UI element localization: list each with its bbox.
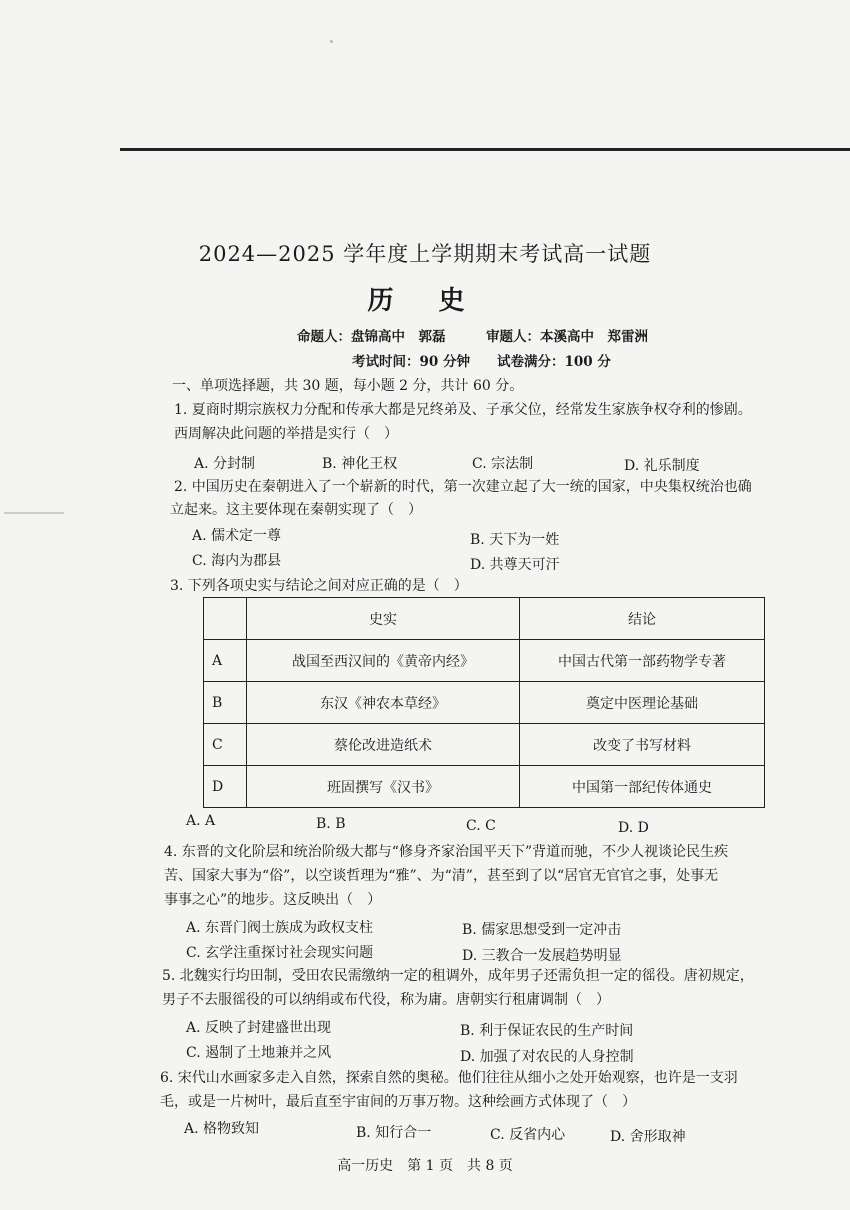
- scan-speck: [330, 40, 333, 43]
- question-1-option-b: B. 神化王权: [322, 456, 398, 472]
- history-table: [203, 597, 765, 808]
- table-cell: B: [204, 682, 247, 724]
- question-1-option-d: D. 礼乐制度: [624, 458, 700, 474]
- question-2-option-b: B. 天下为一姓: [470, 532, 560, 548]
- table-cell: 中国第一部纪传体通史: [520, 766, 765, 808]
- question-4-line-1: 4. 东晋的文化阶层和统治阶级大都与“修身齐家治国平天下”背道而驰，不少人视谈论民生疾: [164, 844, 729, 860]
- question-2-line-2: 立起来。这主要体现在秦朝实现了（ ）: [170, 502, 422, 518]
- table-header-cell: [204, 598, 247, 640]
- question-2-option-a: A. 儒术定一尊: [192, 528, 282, 544]
- question-1-option-c: C. 宗法制: [472, 456, 534, 472]
- table-cell: 东汉《神农本草经》: [247, 682, 520, 724]
- table-cell: 战国至西汉间的《黄帝内经》: [247, 640, 520, 682]
- question-4-line-2: 苦、国家大事为“俗”，以空谈哲理为“雅”、为“清”，甚至到了以“居官无官官之事，处事无: [164, 868, 719, 884]
- question-3-option-d: D. D: [618, 820, 649, 836]
- question-1-option-a: A. 分封制: [194, 456, 256, 472]
- question-5-line-1: 5. 北魏实行均田制，受田农民需缴纳一定的租调外，成年男子还需负担一定的徭役。唐初规定，: [162, 968, 754, 984]
- question-6-line-2: 毛，或是一片树叶，最后直至宇宙间的万事万物。这种绘画方式体现了（ ）: [160, 1094, 636, 1110]
- table-header-cell: 史实: [247, 598, 520, 640]
- section-heading: 一、单项选择题，共 30 题，每小题 2 分，共计 60 分。: [172, 378, 524, 394]
- question-4-option-d: D. 三教合一发展趋势明显: [462, 948, 622, 964]
- table-row: [204, 682, 765, 724]
- question-3-line-1: 3. 下列各项史实与结论之间对应正确的是（ ）: [170, 578, 468, 594]
- table-cell: A: [204, 640, 247, 682]
- question-1-line-2: 西周解决此问题的举措是实行（ ）: [174, 426, 398, 442]
- subject-title: 历 史: [367, 286, 483, 316]
- table-row: [204, 766, 765, 808]
- question-6-option-a: A. 格物致知: [184, 1121, 260, 1137]
- table-cell: C: [204, 724, 247, 766]
- table-cell: 中国古代第一部药物学专著: [520, 640, 765, 682]
- authors-line: 命题人：盘锦高中 郭磊 审题人：本溪高中 郑雷洲: [297, 329, 648, 345]
- question-5-option-b: B. 利于保证农民的生产时间: [460, 1023, 634, 1039]
- exam-info: 考试时间：90 分钟 试卷满分：100 分: [352, 354, 611, 370]
- header-rule: [120, 148, 850, 151]
- question-6-option-c: C. 反省内心: [490, 1127, 566, 1143]
- question-6-option-b: B. 知行合一: [356, 1125, 432, 1141]
- question-4-option-b: B. 儒家思想受到一定冲击: [462, 922, 622, 938]
- table-header-cell: 结论: [520, 598, 765, 640]
- question-3-option-c: C. C: [466, 818, 496, 834]
- table-cell: D: [204, 766, 247, 808]
- question-2-option-c: C. 海内为郡县: [192, 553, 282, 569]
- table-header-row: [204, 598, 765, 640]
- question-5-option-c: C. 遏制了土地兼并之风: [186, 1045, 332, 1061]
- question-2-line-1: 2. 中国历史在秦朝进入了一个崭新的时代，第一次建立起了大一统的国家，中央集权统治也确: [174, 479, 752, 495]
- question-5-option-d: D. 加强了对农民的人身控制: [460, 1049, 634, 1065]
- question-4-line-3: 事事之心”的地步。这反映出（ ）: [164, 892, 382, 908]
- question-6-line-1: 6. 宋代山水画家多走入自然，探索自然的奥秘。他们往往从细小之处开始观察，也许是一支羽: [160, 1070, 738, 1086]
- table-cell: 奠定中医理论基础: [520, 682, 765, 724]
- question-5-option-a: A. 反映了封建盛世出现: [186, 1020, 332, 1036]
- table-cell: 蔡伦改进造纸术: [247, 724, 520, 766]
- question-4-option-c: C. 玄学注重探讨社会现实问题: [186, 945, 374, 961]
- question-2-option-d: D. 共尊天可汗: [470, 557, 560, 573]
- table-row: [204, 724, 765, 766]
- question-6-option-d: D. 舍形取神: [610, 1129, 686, 1145]
- scan-speck: [4, 512, 64, 514]
- question-1-line-1: 1. 夏商时期宗族权力分配和传承大都是兄终弟及、子承父位，经常发生家族争权夺利的惨剧。: [174, 402, 752, 418]
- page-footer: 高一历史 第 1 页 共 8 页: [337, 1158, 513, 1174]
- exam-title: 2024—2025 学年度上学期期末考试高一试题: [198, 242, 652, 266]
- question-4-option-a: A. 东晋门阀士族成为政权支柱: [186, 920, 374, 936]
- question-3-option-a: A. A: [186, 813, 216, 829]
- table-row: [204, 640, 765, 682]
- question-5-line-2: 男子不去服徭役的可以纳绢或布代役，称为庸。唐朝实行租庸调制（ ）: [162, 992, 610, 1008]
- table-cell: 改变了书写材料: [520, 724, 765, 766]
- table-cell: 班固撰写《汉书》: [247, 766, 520, 808]
- question-3-option-b: B. B: [316, 816, 346, 832]
